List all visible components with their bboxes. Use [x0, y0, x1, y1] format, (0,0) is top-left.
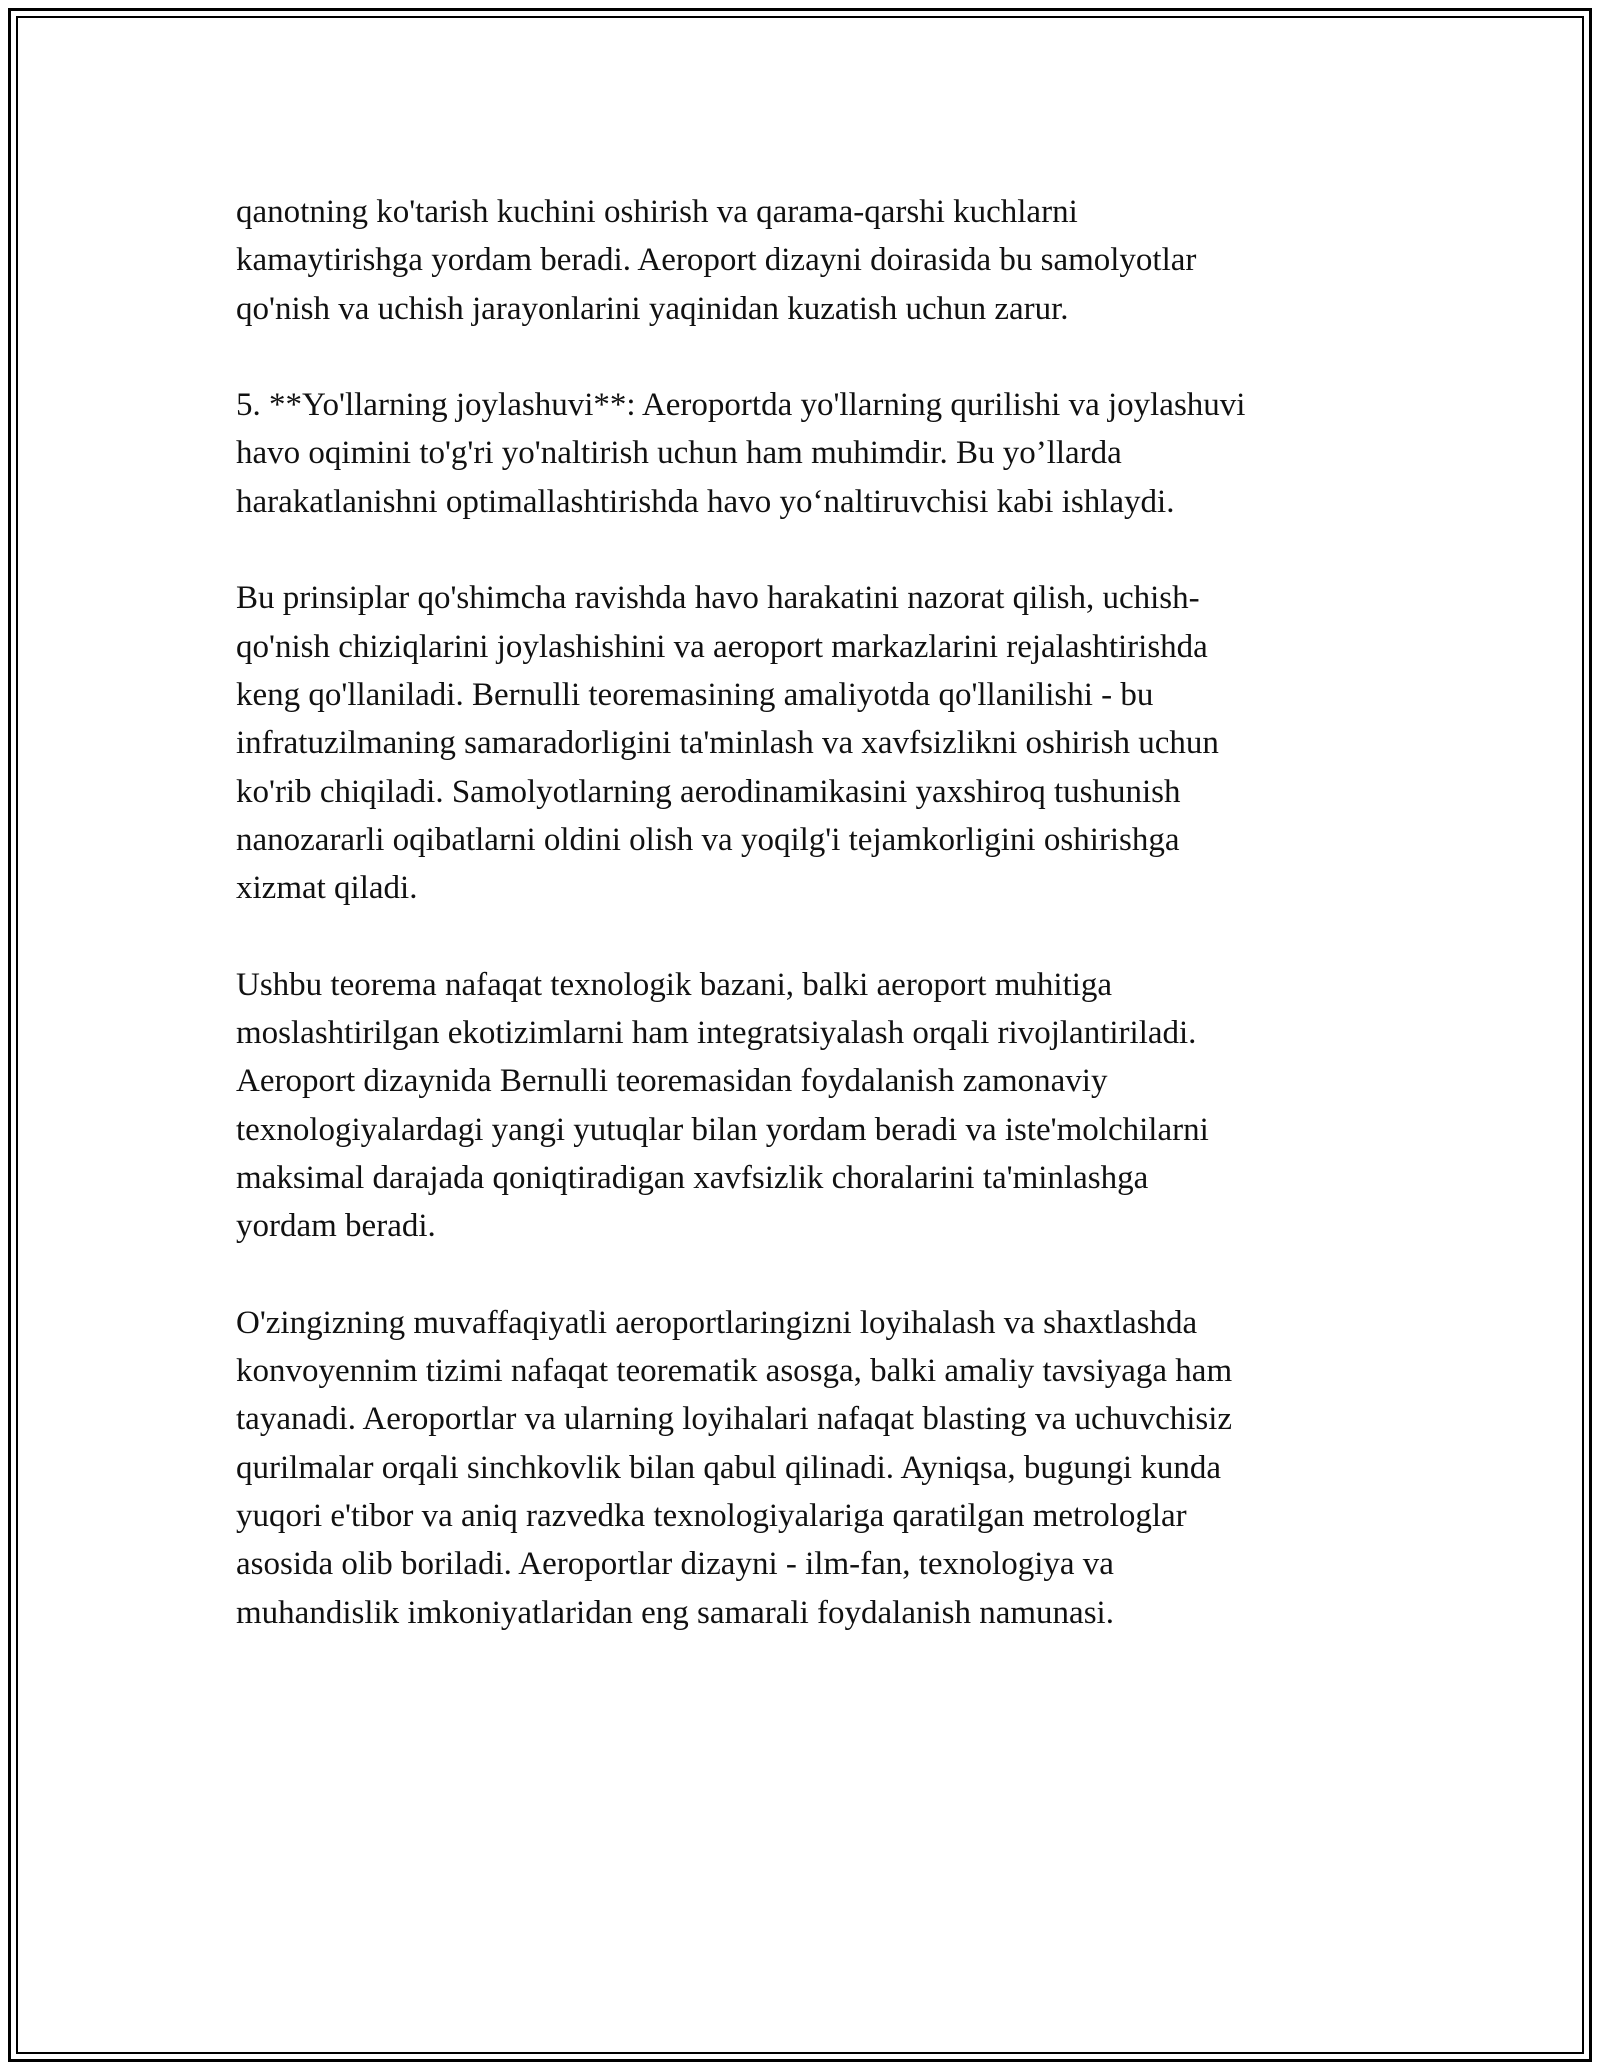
text-line: moslashtirilgan ekotizimlarni ham integratsiyalash orqali rivojlantiriladi. [236, 1015, 1197, 1052]
text-line: maksimal darajada qoniqtiradigan xavfsizlik choralarini ta'minlashga [236, 1159, 1149, 1196]
text-line: O'zingizning muvaffaqiyatli aeroportlaringizni loyihalash va shaxtlashda [236, 1304, 1198, 1341]
paragraph-1 [236, 188, 1376, 333]
paragraph-4 [236, 961, 1376, 1251]
text-line: qanotning ko'tarish kuchini oshirish va qarama-qarshi kuchlarni [236, 194, 1078, 230]
text-line: yordam beradi. [236, 1208, 436, 1245]
text-line: infratuzilmaning samaradorligini ta'minlash va xavfsizlikni oshirish uchun [236, 725, 1219, 762]
paragraph-5 [236, 1299, 1376, 1637]
text-line: keng qo'llaniladi. Bernulli teoremasining amaliyotda qo'llanilishi - bu [236, 676, 1154, 713]
text-line: yuqori e'tibor va aniq razvedka texnologiyalariga qaratilgan metrologlar [236, 1498, 1187, 1535]
text-line: asosida olib boriladi. Aeroportlar dizayni - ilm-fan, texnologiya va [236, 1546, 1114, 1583]
text-line: konvoyennim tizimi nafaqat teorematik asosga, balki amaliy tavsiyaga ham [236, 1353, 1233, 1390]
text-line: Bu prinsiplar qo'shimcha ravishda havo harakatini nazorat qilish, uchish- [236, 580, 1200, 617]
text-line: texnologiyalardagi yangi yutuqlar bilan yordam beradi va iste'molchilarni [236, 1111, 1209, 1148]
text-line: muhandislik imkoniyatlaridan eng samarali foydalanish namunasi. [236, 1594, 1114, 1631]
text-line: Aeroport dizaynida Bernulli teoremasidan foydalanish zamonaviy [236, 1063, 1108, 1100]
text-line: qurilmalar orqali sinchkovlik bilan qabul qilinadi. Ayniqsa, bugungi kunda [236, 1449, 1221, 1486]
text-line: harakatlanishni optimallashtirishda havo yo‘naltiruvchisi kabi ishlaydi. [236, 483, 1175, 520]
text-line: havo oqimini to'g'ri yo'naltirish uchun ham muhimdir. Bu yo’llarda [236, 435, 1122, 472]
text-line: 5. **Yo'llarning joylashuvi**: Aeroportda yo'llarning qurilishi va joylashuvi [236, 387, 1246, 424]
text-line: Ushbu teorema nafaqat texnologik bazani, balki aeroport muhitiga [236, 966, 1113, 1003]
text-line: tayanadi. Aeroportlar va ularning loyihalari nafaqat blasting va uchuvchisiz [236, 1401, 1233, 1438]
text-line: nanozararli oqibatlarni oldini olish va yoqilg'i tejamkorligini oshirishga [236, 821, 1180, 858]
text-line: ko'rib chiqiladi. Samolyotlarning aerodinamikasini yaxshiroq tushunish [236, 773, 1181, 810]
text-line: qo'nish chiziqlarini joylashishini va aeroport markazlarini rejalashtirishda [236, 628, 1208, 665]
document-body [236, 188, 1376, 1685]
text-line: xizmat qiladi. [236, 870, 418, 907]
paragraph-2 [236, 381, 1376, 526]
text-line: qo'nish va uchish jarayonlarini yaqinidan kuzatish uchun zarur. [236, 290, 1069, 327]
paragraph-3 [236, 574, 1376, 912]
text-line: kamaytirishga yordam beradi. Aeroport dizayni doirasida bu samolyotlar [236, 242, 1197, 279]
